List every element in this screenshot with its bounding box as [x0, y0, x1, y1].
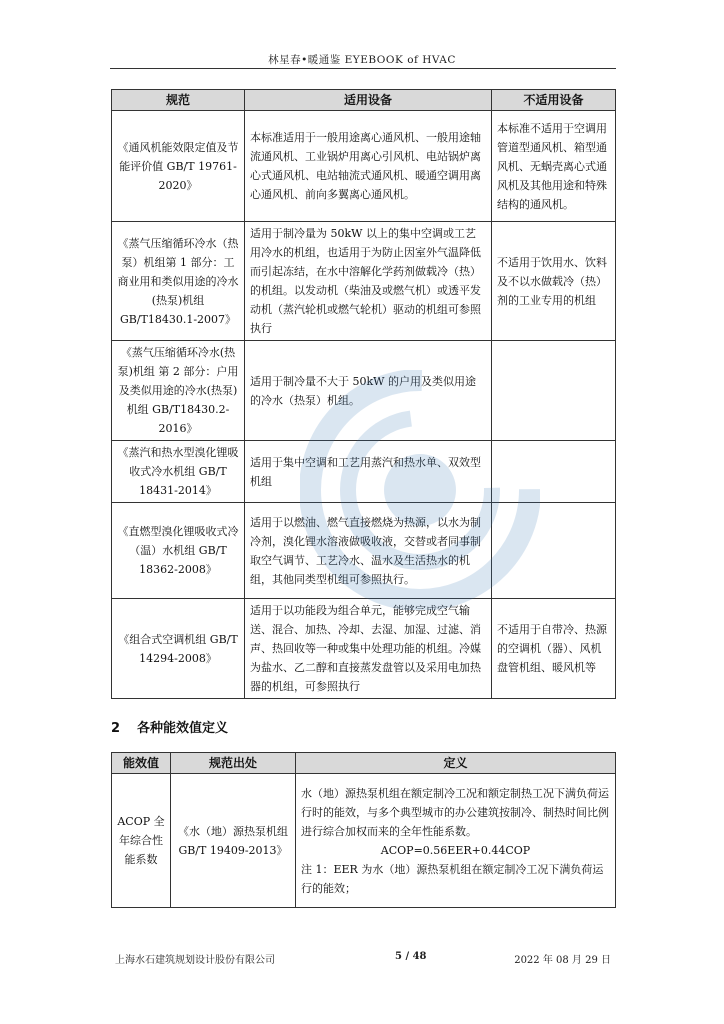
note-text: 注 1：EER 为水（地）源热泵机组在额定制冷工况下满负荷运行的能效；	[301, 862, 604, 895]
source-cell: 《水（地）源热泵机组 GB/T 19409-2013》	[171, 774, 296, 908]
column-header-definition: 定义	[296, 753, 616, 774]
not-applicable-cell: 本标准不适用于空调用管道型通风机、箱型通风机、无蜗壳离心式通风机及其他用途和特殊结构的通风机。	[492, 111, 616, 222]
applicable-cell: 适用于制冷量不大于 50kW 的户用及类似用途的冷水（热泵）机组。	[245, 341, 492, 441]
not-applicable-cell	[492, 441, 616, 503]
column-header-not-applicable: 不适用设备	[492, 90, 616, 111]
efficiency-name-cell: ACOP 全年综合性能系数	[112, 774, 171, 908]
not-applicable-cell: 不适用于自带冷、热源的空调机（器）、风机盘管机组、暖风机等	[492, 599, 616, 699]
definition-cell	[296, 774, 616, 908]
table-row	[112, 503, 616, 599]
not-applicable-cell	[492, 341, 616, 441]
section-title: 各种能效值定义	[137, 721, 229, 736]
column-header-standard: 规范	[112, 90, 245, 111]
applicable-cell: 适用于制冷量为 50kW 以上的集中空调或工艺用冷水的机组，也适用于为防止因室外气温降低而引起冻结，在水中溶解化学药剂做载冷（热）的机组。以发动机（柴油及或燃气机）或透平发动机（蒸汽轮机或燃气轮机）驱动的机组可参照执行	[245, 222, 492, 341]
applicable-cell: 本标准适用于一般用途离心通风机、一般用途轴流通风机、工业锅炉用离心引风机、电站锅炉离心式通风机、电站轴流式通风机、暖通空调用离心通风机、前向多翼离心通风机。	[245, 111, 492, 222]
column-header-efficiency: 能效值	[112, 753, 171, 774]
column-header-applicable: 适用设备	[245, 90, 492, 111]
standard-cell: 《直燃型溴化锂吸收式冷（温）水机组 GB/T 18362-2008》	[112, 503, 245, 599]
standard-cell: 《组合式空调机组 GB/T 14294-2008》	[112, 599, 245, 699]
table-row	[112, 441, 616, 503]
section-number: 2	[111, 721, 121, 736]
table-row	[112, 222, 616, 341]
table-header-row	[112, 90, 616, 111]
table-row	[112, 111, 616, 222]
applicable-cell: 适用于以燃油、燃气直接燃烧为热源，以水为制冷剂，溴化锂水溶液做吸收液，交替或者同事制取空气调节、工艺冷水、温水及生活热水的机组，其他同类型机组可参照执行。	[245, 503, 492, 599]
standard-cell: 《蒸汽和热水型溴化锂吸收式冷水机组 GB/T 18431-2014》	[112, 441, 245, 503]
standards-table	[111, 89, 616, 699]
table-row	[112, 774, 616, 908]
not-applicable-cell: 不适用于饮用水、饮料及不以水做载冷（热）剂的工业专用的机组	[492, 222, 616, 341]
standard-cell: 《蒸气压缩循环冷水(热泵)机组 第 2 部分：户用及类似用途的冷水(热泵)机组 GB/T18430.2-2016》	[112, 341, 245, 441]
applicable-cell: 适用于集中空调和工艺用蒸汽和热水单、双效型机组	[245, 441, 492, 503]
page-header: 林星春•暖通鉴 EYEBOOK of HVAC	[268, 54, 456, 66]
applicable-cell: 适用于以功能段为组合单元，能够完成空气输送、混合、加热、冷却、去湿、加湿、过滤、消声、热回收等一种或集中处理功能的机组。冷媒为盐水、乙二醇和直接蒸发盘管以及采用电加热器的机组，可参照执行	[245, 599, 492, 699]
footer-company: 上海水石建筑规划设计股份有限公司	[115, 955, 275, 966]
table-row	[112, 341, 616, 441]
formula-text: ACOP=0.56EER+0.44COP	[380, 843, 531, 857]
standard-cell: 《通风机能效限定值及节能评价值 GB/T 19761-2020》	[112, 111, 245, 222]
standard-cell: 《蒸气压缩循环冷水（热泵）机组第 1 部分：工商业用和类似用途的冷水(热泵)机组 GB/T18430.1-2007》	[112, 222, 245, 341]
column-header-source: 规范出处	[171, 753, 296, 774]
footer-date: 2022 年 08 月 29 日	[514, 955, 611, 966]
header-divider	[110, 68, 616, 69]
not-applicable-cell	[492, 503, 616, 599]
section-heading	[111, 717, 228, 736]
table-header-row	[112, 753, 616, 774]
table-row	[112, 599, 616, 699]
definition-text: 水（地）源热泵机组在额定制冷工况和额定制热工况下满负荷运行时的能效，与多个典型城市的办公建筑按制冷、制热时间比例进行综合加权而来的全年性能系数。	[301, 786, 609, 838]
efficiency-definitions-table	[111, 752, 616, 908]
footer-page-number: 5 / 48	[395, 951, 427, 962]
